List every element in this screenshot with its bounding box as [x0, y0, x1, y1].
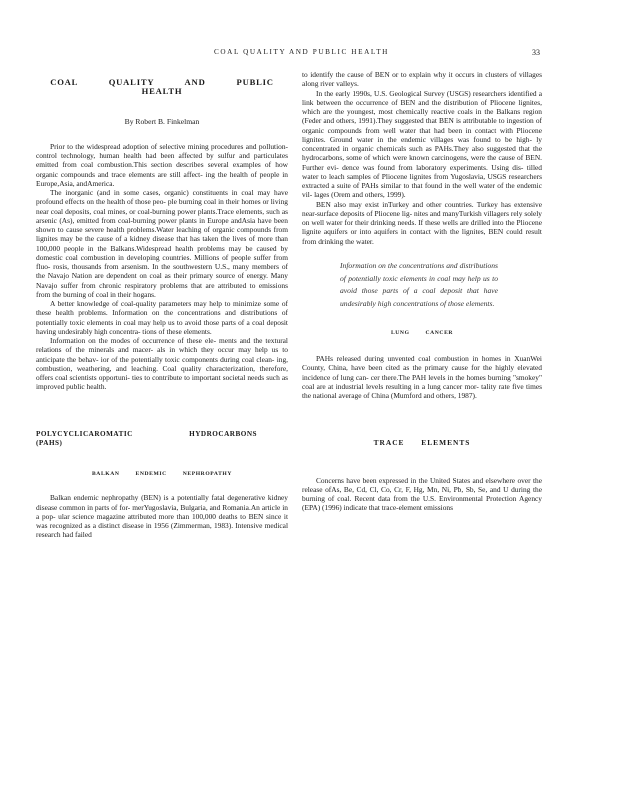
usgs-paragraph: In the early 1990s, U.S. Geological Survey (USGS) researchers identified a link between the occurrence of BEN and the distribution of Pliocene lignites, which are the youngest, most chemically reactive coals in the Balkans region (Feder and others, 1991).They suggested that BEN is attributable to ingestion of organic compounds from well water that had been in contact with Pliocene lignites. Ground water in the endemic villages was found to be high- ly concentrated in organic chemicals such as PAHs.They also suggested that the hydrocarbons, some of which were known carcinogens, were the cause of BEN. Further evi- dence was found from laboratory experiments. Using dis- tilled water to leach samples of Pliocene lignites from Yugoslavia, USGS researchers extracted a suite of PAHs similar to that found in the well water of the endemic vil- lages (Orem and others, 1999). [302, 88, 542, 200]
lung-cancer-paragraph: PAHs released during unvented coal combustion in homes in XuanWei County, China, have been cited as the primary cause for the highly elevated incidence of lung can- cer there.The PAH levels in the homes burning "smokey" coal are at industrial levels resulting in a lung cancer mor- tality rate five times the national average of China (Mumford and others, 1987). [302, 354, 542, 401]
article-title: COAL QUALITY AND PUBLIC HEALTH [50, 77, 274, 97]
page-number: 33 [532, 48, 540, 57]
section-heading-pahs: POLYCYCLICAROMATIC HYDROCARBONS (PAHS) [36, 429, 258, 447]
subheading-lung-cancer: LUNG CANCER [390, 329, 454, 336]
turkey-paragraph: BEN also may exist inTurkey and other countries. Turkey has extensive near-surface deposits of Pliocene lig- nites and manyTurkish villagers rely solely on well water for their drinking needs. If these wells are drilled into the Pliocene lignite aquifers or into aquifers in contact with the lignites, BEN could result from drinking the water. [302, 199, 542, 246]
trace-elements-paragraph: Concerns have been expressed in the United States and elsewhere over the release ofAs, Be, Cd, Cl, Co, Cr, F, Hg, Mn, Ni, Pb, Sb, Se, and U during the burning of coal. Recent data from the U.S. Environmental Protection Agency (EPA) (1996) indicate that trace-element emissions [302, 475, 542, 513]
right-column [302, 70, 542, 513]
intro-paragraph: A better knowledge of coal-quality parameters may help to minimize some of these health problems. Information on the concentrations and distributions of potentially toxic elements in coal may help us to avoid those parts of a coal deposit having undesirably high concentra- tions of these elements. [36, 299, 288, 336]
running-head: COAL QUALITY AND PUBLIC HEALTH [214, 48, 389, 56]
intro-paragraph: Information on the modes of occurrence of these ele- ments and the textural relations of the minerals and macer- als in which they occur may help us to anticipate the behav- ior of the potentially toxic components during coal clean- ing, combustion, weathering, and leaching. Coal quality characterization, therefore, offers coal scientists opportuni- ties to contribute to important societal needs such as improved public health. [36, 336, 288, 392]
pull-quote: Information on the concentrations and distributions of potentially toxic elements in coal may help us to avoid those parts of a coal deposit that have undesirably high concentrations of those elements. [340, 260, 498, 309]
section-heading-trace-elements: TRACE ELEMENTS [373, 438, 471, 448]
intro-paragraph: Prior to the widespread adoption of selective mining procedures and pollution-control technology, human health had been affected by sulfur and particulates emitted from coal combustion.This section describes several examples of how organic compounds and trace elements are still affect- ing the health of people in Europe,Asia, andAmerica. [36, 141, 288, 188]
subheading-balkan: BALKAN ENDEMIC NEPHROPATHY [91, 471, 233, 477]
left-column [36, 70, 288, 540]
balkan-paragraph: Balkan endemic nephropathy (BEN) is a potentially fatal degenerative kidney disease common in parts of for- merYugoslavia, Bulgaria, and Romania.An article in a pop- ular science magazine attributed more than 100,000 deaths to BEN since it was recognized as a distinct disease in 1956 (Zimmerman, 1983). Intensive medical research had failed [36, 493, 288, 540]
byline: By Robert B. Finkelman [124, 116, 200, 126]
intro-paragraph: The inorganic (and in some cases, organic) constituents in coal may have profound effects on the health of those peo- ple burning coal in their homes or living near coal deposits, coal mines, or coal-burning power plants.Trace elements, such as arsenic (As), emitted from coal-burning power plants in Europe andAsia have been shown to cause severe health problems.Water leaching of organic compounds from lignites may be the cause of a kidney disease that has taken the lives of more than 100,000 people in the Balkans.Widespread health problems may be caused by domestic coal combustion in developing countries. Millions of people suffer from fluo- rosis, thousands from arsenism. In the southwestern U.S., many members of the Navajo Nation are dependent on coal as their primary source of energy. Many Navajo suffer from chronic respiratory problems that are attributed to emissions from the burning of coal in their hogans. [36, 188, 288, 299]
continuation-paragraph: to identify the cause of BEN or to explain why it occurs in clusters of villages along river valleys. [302, 70, 542, 89]
